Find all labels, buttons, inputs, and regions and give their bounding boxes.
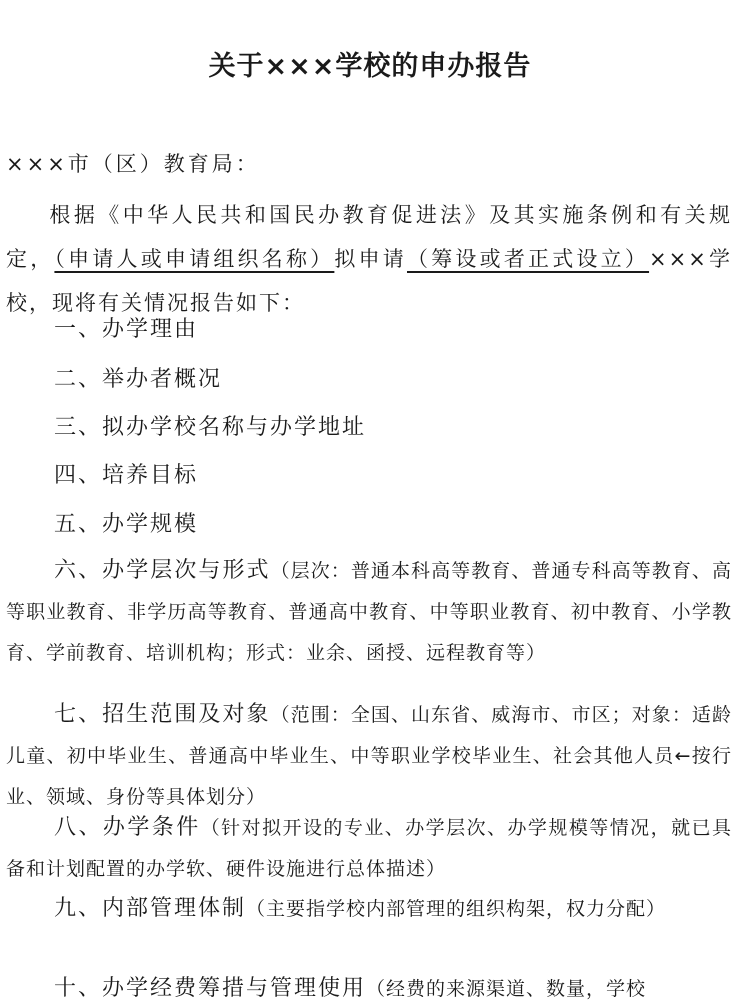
section-heading-10: 十、办学经费筹措与管理使用: [54, 976, 367, 1001]
section-heading-7: 七、招生范围及对象: [54, 702, 271, 727]
intro-text-3: ×××学校，现将有关情况报告如下：: [6, 247, 733, 315]
addressee-line: ×××市（区）教育局：: [6, 152, 260, 176]
section-detail-9: （主要指学校内部管理的组织构架，权力分配）: [246, 898, 667, 920]
section-heading-6: 六、办学层次与形式: [54, 558, 271, 583]
intro-underlined-applicant: （申请人或申请组织名称）: [54, 247, 335, 271]
section-detail-8: （针对拟开设的专业、办学层次、办学规模等情况，就已具备和计划配置的办学软、硬件设施进行总体描述）: [6, 817, 732, 880]
section-9: [6, 888, 732, 929]
section-7: [6, 694, 732, 817]
section-detail-7: （范围：全国、山东省、威海市、市区；对象：适龄儿童、初中毕业生、普通高中毕业生、中等职业学校毕业生、社会其他人员←按行业、领域、身份等具体划分）: [6, 704, 732, 808]
section-detail-6: （层次：普通本科高等教育、普通专科高等教育、高等职业教育、非学历高等教育、普通高中教育、中等职业教育、初中教育、小学教育、学前教育、培训机构；形式：业余、函授、远程教育等）: [6, 560, 732, 664]
section-heading-9: 九、内部管理体制: [54, 896, 247, 921]
intro-paragraph: [6, 193, 732, 325]
section-heading-5: 五、办学规模: [54, 512, 199, 537]
section-heading-8: 八、办学条件: [54, 815, 201, 840]
section-heading-2: 二、举办者概况: [54, 367, 223, 392]
section-detail-10: （经费的来源渠道、数量，学校: [366, 978, 647, 1000]
intro-text-1: 根据《中华人民共和国民办教育促进法》及其实施条例和有关规定，: [6, 203, 732, 271]
section-8: [6, 807, 732, 889]
intro-underlined-type: （筹设或者正式设立）: [407, 247, 650, 271]
section-10: [6, 968, 732, 1004]
document-title: 关于×××学校的申办报告: [208, 51, 532, 82]
section-heading-3: 三、拟办学校名称与办学地址: [54, 415, 367, 440]
intro-text-2: 拟申请: [334, 247, 407, 271]
section-6: [6, 550, 732, 673]
section-heading-4: 四、培养目标: [54, 463, 199, 488]
section-heading-1: 一、办学理由: [54, 317, 199, 342]
